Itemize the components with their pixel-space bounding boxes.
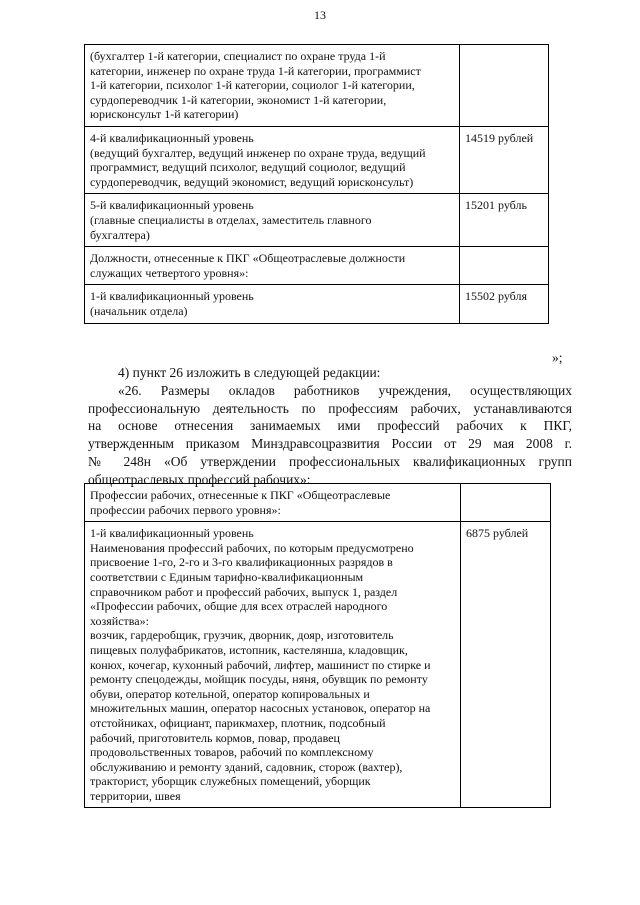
paragraph-line: общеотраслевых профессий рабочих»: [88,471,311,487]
cell-line: обслуживанию и ремонту зданий, садовник, сторож (вахтер), [90,759,403,774]
paragraph-line: утвержденным приказом Минздравсоцразвития России от 29 мая 2008 г. [88,436,572,452]
position-cell [85,484,461,522]
paragraph-line: № 248н «Об утверждении профессиональных квалификационных групп [88,453,572,469]
item-4-text [88,382,572,489]
cell-line: присвоение 1-го, 2-го и 3-го квалификационных разрядов в [90,555,393,570]
position-cell [85,522,461,808]
salary-cell [460,45,549,127]
table-row [85,45,549,127]
closing-quote: »; [552,350,563,365]
salary-table-employees [84,44,549,324]
cell-line: юрисконсульт 1-й категории) [90,107,239,122]
cell-line: 1-й квалификационный уровень [90,289,254,304]
table-row [85,484,551,522]
table-row [85,194,549,247]
cell-line: (бухгалтер 1-й категории, специалист по охране труда 1-й [90,49,386,63]
position-cell [85,194,460,247]
position-cell [85,45,460,127]
cell-line: сурдопереводчик, ведущий экономист, ведущий юрисконсульт) [90,174,414,189]
cell-line: соответствии с Единым тарифно-квалификационным [90,569,364,584]
cell-line: Наименования профессий рабочих, по которым предусмотрено [90,540,414,555]
cell-line: 4-й квалификационный уровень [90,130,254,145]
cell-line: продовольственных товаров, рабочий по комплексному [90,745,374,760]
paragraph-line: профессиональную деятельность по профессиям рабочих, устанавливаются [88,400,572,416]
cell-line: программист, ведущий психолог, ведущий социолог, ведущий [90,160,406,175]
cell-line: отстойниках, официант, парикмахер, плотник, подсобный [90,715,386,730]
cell-line: ремонту спецодежды, мойщик посуды, няня, обувщик по ремонту [90,672,428,687]
salary-cell: 15201 рубль [460,194,549,247]
salary-cell [460,247,549,285]
cell-line: сурдопереводчик 1-й категории, экономист 1-й категории, [90,92,387,107]
page-number: 13 [314,8,326,22]
cell-line: бухгалтера) [90,227,150,242]
cell-line: обуви, оператор котельной, оператор копировальных и [90,686,370,701]
table-row [85,247,549,285]
cell-line: конюх, кочегар, кухонный рабочий, лифтер, машинист по стирке и [90,657,431,672]
cell-line: (главные специалисты в отделах, заместитель главного [90,212,372,227]
table-row [85,285,549,323]
cell-line: рабочий, приготовитель кормов, повар, продавец [90,730,340,745]
salary-table-workers [84,483,551,808]
paragraph-line: на основе отнесения занимаемых ими профессий рабочих к ПКГ, [88,418,572,434]
salary-cell [461,484,551,522]
item-4-paragraph [88,364,572,489]
position-cell [85,285,460,323]
cell-line: справочником работ и профессий рабочих, выпуск 1, раздел [90,584,398,599]
cell-line: множительных машин, оператор насосных установок, оператор на [90,701,431,716]
salary-cell: 14519 рублей [460,126,549,193]
cell-line: возчик, гардеробщик, грузчик, дворник, дояр, изготовитель [90,628,394,643]
paragraph-line: «26. Размеры окладов работников учреждения, осуществляющих [118,382,572,398]
salary-cell: 15502 рубля [460,285,549,323]
position-cell [85,247,460,285]
cell-line: служащих четвертого уровня»: [90,265,249,280]
position-cell [85,126,460,193]
cell-line: профессии рабочих первого уровня»: [90,502,281,517]
cell-line: 1-й категории, психолог 1-й категории, социолог 1-й категории, [90,78,415,93]
cell-line: (ведущий бухгалтер, ведущий инженер по охране труда, ведущий [90,145,426,160]
cell-line: Должности, отнесенные к ПКГ «Общеотраслевые должности [90,251,406,266]
table-row [85,126,549,193]
cell-line: тракторист, уборщик служебных помещений, уборщик [90,774,371,789]
cell-line: «Профессии рабочих, общие для всех отраслей народного [90,599,388,614]
cell-line: категории, инженер по охране труда 1-й категории, программист [90,63,421,78]
item-4-intro: 4) пункт 26 изложить в следующей редакции: [118,365,381,380]
cell-line: (начальник отдела) [90,303,188,318]
cell-line: 5-й квалификационный уровень [90,198,254,213]
cell-line: пищевых полуфабрикатов, истопник, кастелянша, кладовщик, [90,642,408,657]
cell-line: территории, швея [90,788,181,803]
cell-line: Профессии рабочих, отнесенные к ПКГ «Общеотраслевые [90,488,391,502]
salary-cell: 6875 рублей [461,522,551,808]
cell-line: 1-й квалификационный уровень [90,526,254,541]
cell-line: хозяйства»: [90,613,149,628]
table-row [85,522,551,808]
